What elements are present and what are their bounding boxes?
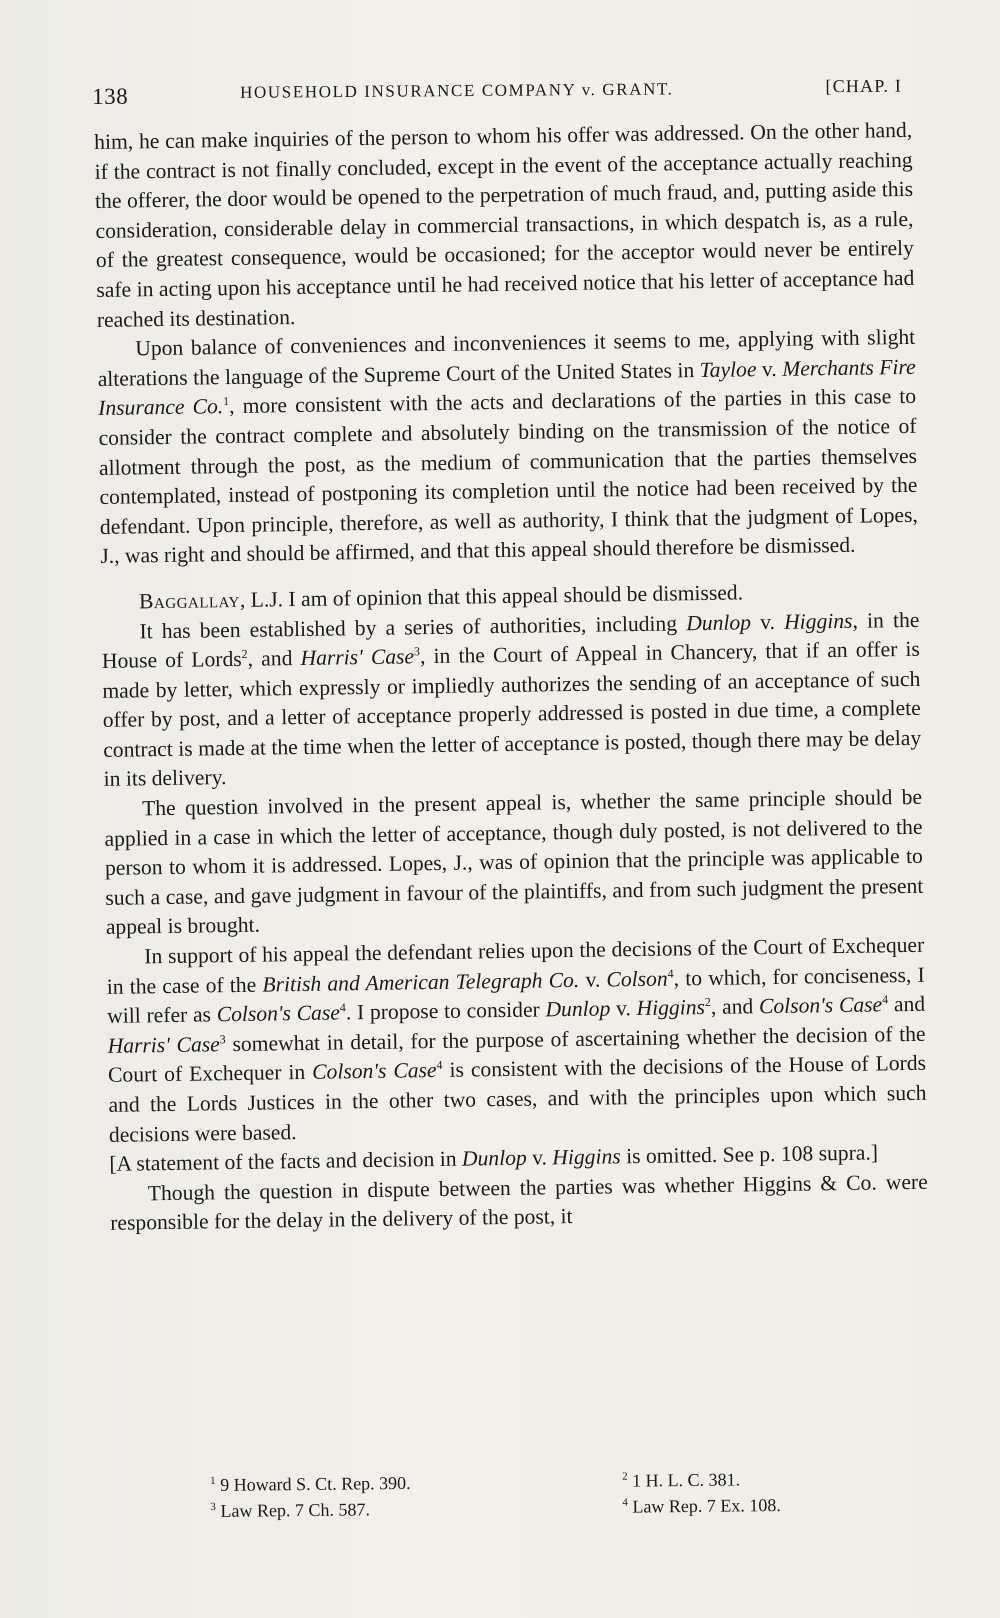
- footnote-ref: 4: [436, 1058, 443, 1073]
- paragraph: Baggallay, L.J. I am of opinion that this appeal should be dismissed.: [138, 580, 744, 614]
- paragraph: It has been established by a series of authorities, including Dunlop v. Higgins, in the House of Lords$^2$, and Harris' Case$^3$, in the Court of Appeal in Chancery, that if an offer is made by letter, which expressly or impliedly authorizes the sending of an acceptance of such offer by post, and a letter of acceptance properly addressed is posted in due time, a complete contract is made at the time when the letter of acceptance is posted, though there may be delay in its delivery.: [101, 607, 922, 792]
- running-header: [90, 71, 920, 108]
- case-name: Dunlop: [461, 1145, 527, 1171]
- footnote-ref: 4: [667, 966, 674, 981]
- footnote: $^3$ Law Rep. 7 Ch. 587.: [210, 1499, 370, 1521]
- case-name: Higgins: [636, 995, 706, 1021]
- footnote: $^4$ Law Rep. 7 Ex. 108.: [622, 1495, 781, 1517]
- paragraph: Though the question in dispute between the parties was whether Higgins & Co. were responsible for the delay in the delivery of the post, it: [110, 1169, 928, 1236]
- footnote-ref: 3: [219, 1031, 226, 1047]
- footnote-ref: 2: [704, 995, 711, 1010]
- paragraph: Upon balance of conveniences and inconveniences it seems to me, applying with slight alterations the language of the Supreme Court of the United States in Tayloe v. Merchants Fire Insurance Co.$^1$, more consistent with the acts and declarations of the parties in this case to consider the contract complete and absolutely binding on the transmission of the notice of allotment through the post, as the medium of communication that the parties themselves contemplated, instead of postponing its completion until the notice had been received by the defendant. Upon principle, therefore, as well as authority, I think that the judgment of Lopes, J., was right and should be affirmed, and that this appeal should therefore be dismissed.: [97, 324, 919, 569]
- footnotes: [210, 1465, 871, 1532]
- case-name: Merchants Fire Insurance Co.: [97, 354, 916, 421]
- case-name: Colson's Case: [216, 1000, 341, 1027]
- case-name: Higgins: [783, 608, 853, 634]
- footnote-ref: 2: [241, 646, 248, 661]
- paragraph: him, he can make inquiries of the person to whom his offer was addressed. On the other hand, if the contract is not finally concluded, except in the event of the acceptance actually reaching the offerer, the door would be opened to the perpetration of much fraud, and, putting aside this consideration, considerable delay in commercial transactions, in which despatch is, as a rule, of the greatest consequence, would be occasioned; for the acceptor would never be entirely safe in acting upon his acceptance until he had received notice that his letter of acceptance had reached its destination.: [94, 117, 915, 332]
- page-number: 138: [92, 83, 129, 109]
- case-name: Colson's Case: [312, 1058, 437, 1085]
- running-title: HOUSEHOLD INSURANCE COMPANY v. GRANT.: [240, 79, 674, 102]
- case-name: Dunlop: [545, 996, 611, 1022]
- judge-name: Baggallay: [138, 587, 241, 614]
- case-name: Harris' Case: [107, 1032, 220, 1058]
- footnote-ref: 1: [222, 394, 230, 409]
- footnote-ref: 3: [413, 644, 421, 659]
- chapter-label: [CHAP. I: [825, 75, 903, 97]
- case-name: Dunlop: [686, 609, 752, 635]
- paragraph: In support of his appeal the defendant relies upon the decisions of the Court of Exchequer in the case of the British and American Telegraph Co. v. Colson$^4$, to which, for conciseness, I will refer as Colson's Case$^4$. I propose to consider Dunlop v. Higgins$^2$, and Colson's Case$^4$ and Harris' Case$^3$ somewhat in detail, for the purpose of ascertaining whether the decision of the Court of Exchequer in Colson's Case$^4$ is consistent with the decisions of the House of Lords and the Lords Justices in the other two cases, and with the principles upon which such decisions were based.: [106, 932, 927, 1147]
- case-name: Higgins: [552, 1144, 621, 1170]
- case-name: Harris' Case: [300, 644, 415, 671]
- paragraph: The question involved in the present appeal is, whether the same principle should be applied in a case in which the letter of acceptance, though duly posted, is not delivered to the person to whom it is addressed. Lopes, J., was of opinion that the principle was applicable to such a case, and gave judgment in favour of the plaintiffs, and from such judgment the present appeal is brought.: [104, 784, 924, 940]
- body-text: [94, 116, 928, 1239]
- footnote: $^1$ 9 Howard S. Ct. Rep. 390.: [210, 1472, 411, 1495]
- footnote-ref: 4: [339, 1000, 346, 1015]
- case-name: British and American Telegraph Co.: [262, 967, 580, 997]
- case-name: Colson: [606, 966, 668, 992]
- footnote-ref: 4: [881, 992, 889, 1007]
- case-name: Tayloe: [699, 356, 757, 382]
- footnote: $^2$ 1 H. L. C. 381.: [622, 1469, 741, 1491]
- case-name: Colson's Case: [758, 992, 883, 1019]
- paragraph: [A statement of the facts and decision in Dunlop v. Higgins is omitted. See p. 108 supra.]: [109, 1140, 879, 1177]
